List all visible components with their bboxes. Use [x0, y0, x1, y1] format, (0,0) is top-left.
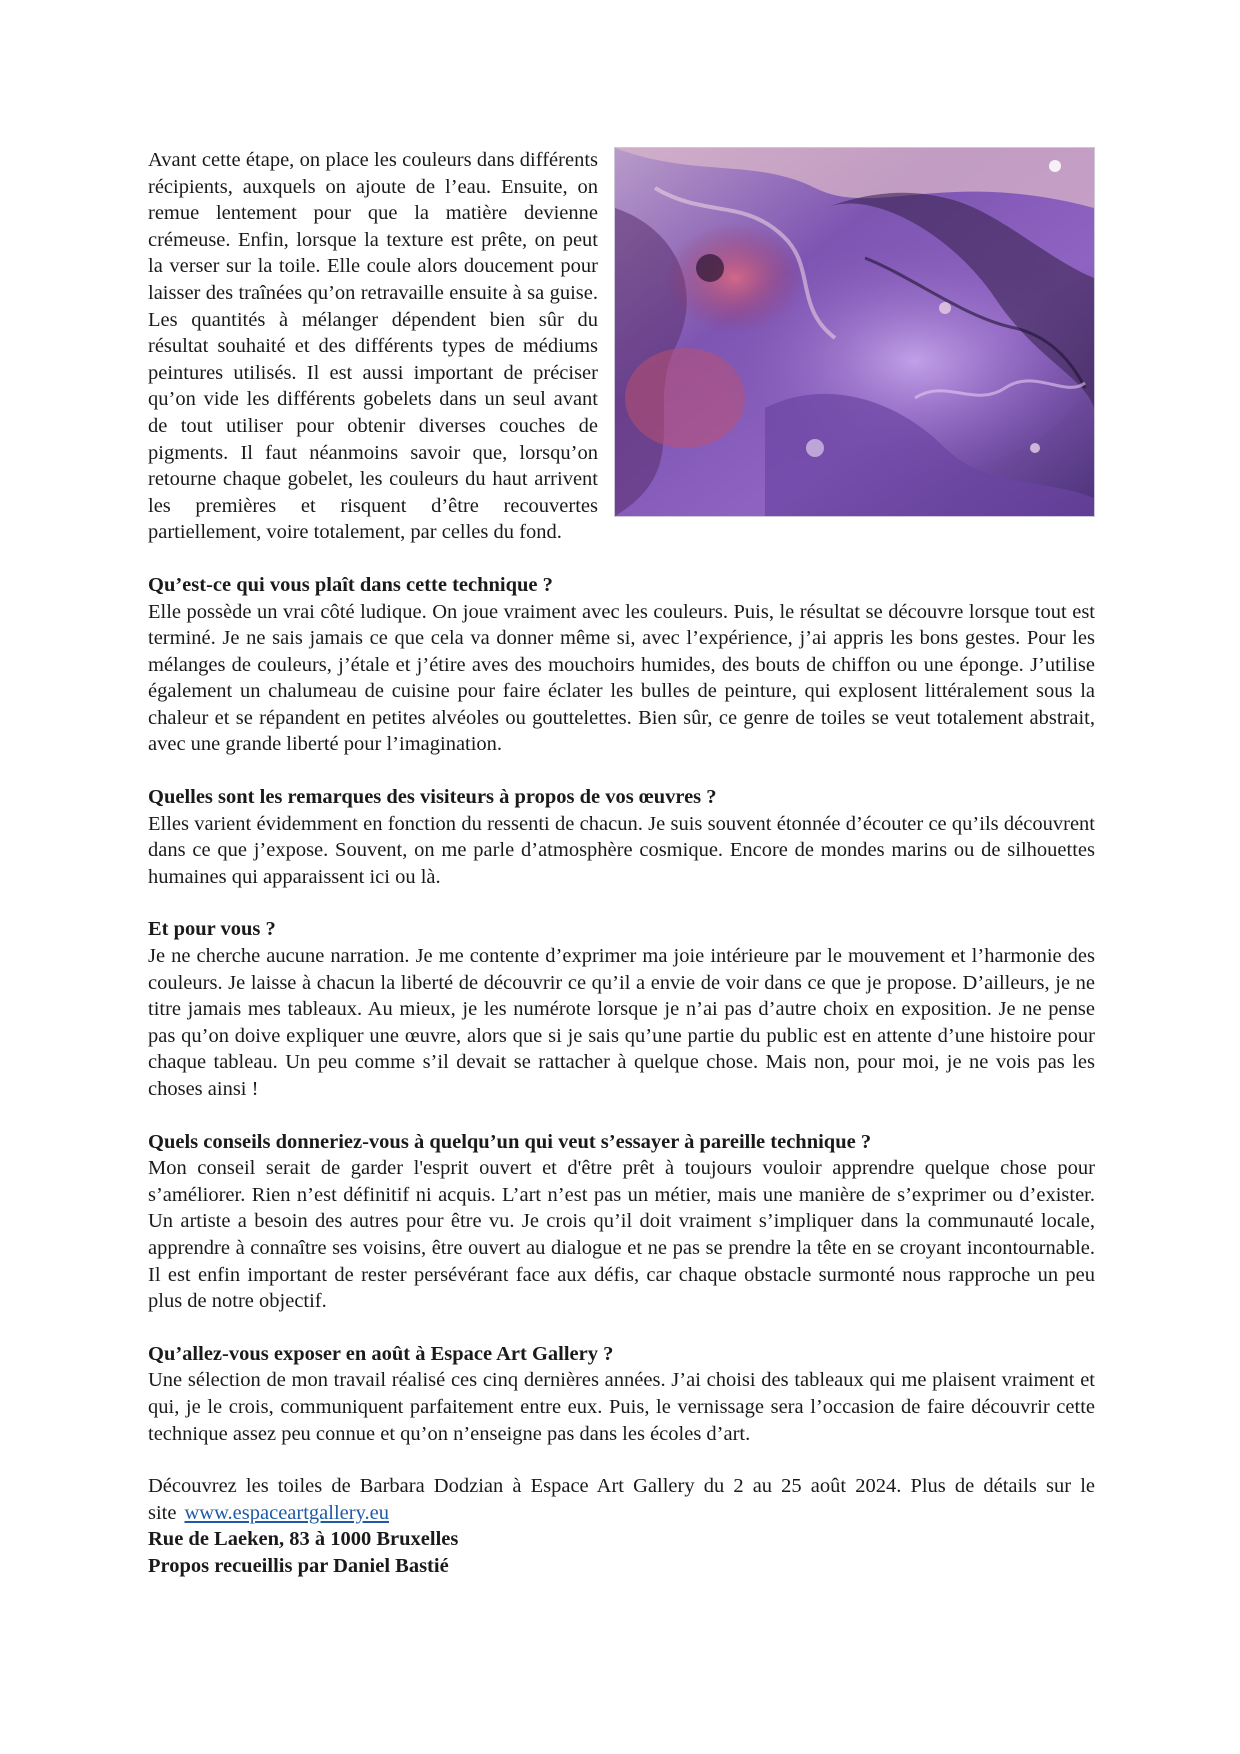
answer-2: Elles varient évidemment en fonction du ressenti de chacun. Je suis souvent étonnée d’écouter ce qu’ils découvrent dans ce que j’expose. Souvent, on me parle d’atmosphère cosmique. Encore de mondes marins ou de silhouettes humaines qui apparaissent ici ou là. [148, 812, 1095, 888]
abstract-painting-illustration [615, 148, 1094, 516]
answer-4: Mon conseil serait de garder l'esprit ouvert et d'être prêt à toujours vouloir apprendre quelque chose pour s’améliorer. Rien n’est définitif ni acquis. L’art n’est pas un métier, mais une manière de s’exprimer ou d’exister. Un artiste a besoin des autres pour être vu. Je crois qu’il doit vraiment s’impliquer dans la communauté locale, apprendre à connaître ses voisins, être ouvert au dialogue et ne pas se prendre la tête en se croyant incontournable. Il est enfin important de rester persévérant face aux défis, car chaque obstacle surmonté nous rapproche un peu plus de notre objectif. [148, 1157, 1095, 1313]
answer-3: Je ne cherche aucune narration. Je me contente d’exprimer ma joie intérieure par le mouvement et l’harmonie des couleurs. Je laisse à chacun la liberté de découvrir ce qu’il a envie de voir dans ce que je propose. D’ailleurs, je ne titre jamais mes tableaux. Au mieux, je les numérote lorsque je n’ai pas d’autre choix en exposition. Je ne pense pas qu’on doive expliquer une œuvre, alors que si je sais qu’une partie du public est en attente d’une histoire pour chaque tableau. Un peu comme s’il devait se rattacher à quelque chose. Mais non, pour moi, je ne vois pas les choses ainsi ! [148, 945, 1095, 1100]
article-column [148, 147, 1095, 1580]
closing-paragraph [148, 1473, 1095, 1526]
answer-1: Elle possède un vrai côté ludique. On joue vraiment avec les couleurs. Puis, le résultat se découvre lorsque tout est terminé. Je ne sais jamais ce que cela va donner même si, avec l’expérience, j’ai appris les bons gestes. Pour les mélanges de couleurs, j’étale et j’étire aves des mouchoirs humides, des bouts de chiffon ou une éponge. J’utilise également un chalumeau de cuisine pour faire éclater les bulles de peinture, qui explosent littéralement sous la chaleur et se répandent en petites alvéoles ou gouttelettes. Bien sûr, ce genre de toiles se veut totalement abstrait, avec une grande liberté pour l’imagination. [148, 600, 1095, 756]
intro-paragraph: Avant cette étape, on place les couleurs dans différents récipients, auxquels on ajoute de l’eau. Ensuite, on remue lentement pour que la matière devienne crémeuse. Enfin, lorsque la texture est prête, on peut la verser sur la toile. Elle coule alors doucement pour laisser des traînées qu’on retravaille ensuite à sa guise. Les quantités à mélanger dépendent bien sûr du résultat souhaité et des différents types de médiums peintures utilisés. Il est aussi important de préciser qu’on vide les différents gobelets dans un seul avant de tout utiliser pour obtenir diverses couches de pigments. Il faut néanmoins savoir que, lorsqu’on retourne chaque gobelet, les couleurs du haut arrivent les premières et risquent d’être recouvertes partiellement, voire totalement, par celles du fond. [148, 149, 598, 544]
painting-image [614, 147, 1095, 517]
gallery-address: Rue de Laeken, 83 à 1000 Bruxelles [148, 1528, 459, 1551]
closing-text: Découvrez les toiles de Barbara Dodzian à Espace Art Gallery du 2 au 25 août 2024. Plus de détails sur le site [148, 1475, 1095, 1524]
gallery-website-link[interactable]: www.espaceartgallery.eu [184, 1501, 389, 1524]
interview-credit: Propos recueillis par Daniel Bastié [148, 1554, 449, 1577]
question-3: Et pour vous ? [148, 918, 276, 941]
answer-5: Une sélection de mon travail réalisé ces cinq dernières années. J’ai choisi des tableaux qui me plaisent vraiment et qui, je le crois, communiquent parfaitement entre eux. Puis, le vernissage sera l’occasion de faire découvrir cette technique assez peu connue et qu’on n’enseigne pas dans les écoles d’art. [148, 1369, 1095, 1445]
question-2: Quelles sont les remarques des visiteurs à propos de vos œuvres ? [148, 786, 717, 809]
question-5: Qu’allez-vous exposer en août à Espace Art Gallery ? [148, 1342, 614, 1365]
question-1: Qu’est-ce qui vous plaît dans cette technique ? [148, 573, 553, 596]
question-4: Quels conseils donneriez-vous à quelqu’un qui veut s’essayer à pareille technique ? [148, 1130, 872, 1153]
